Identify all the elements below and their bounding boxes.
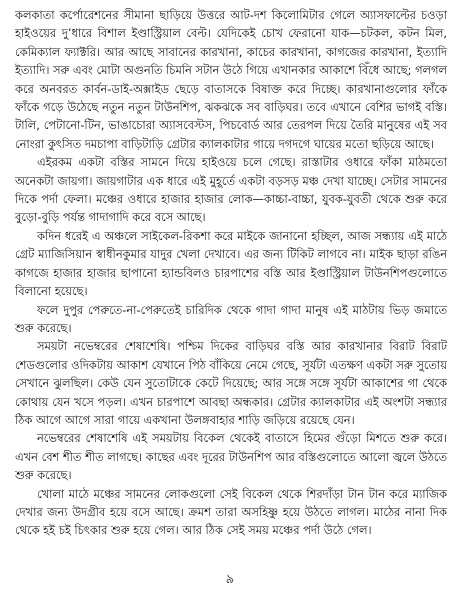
paragraph-7: খোলা মাঠে মঞ্চের সামনের লোকগুলো সেই বিকেল থেকে শিরদাঁড়া টান টান করে ম্যাজিক দেখার জন্য উদগ্রীব হয়ে বসে আছে। ক্রমশ তারা অসহিষ্ণু হয়ে উঠতে লাগল। মাঠের নানা দিক থেকে হই চই চিৎকার শুরু হয়ে গেল। আর ঠিক সেই সময় মঞ্চের পর্দা উঠে গেল।: [15, 486, 447, 538]
paragraph-6: নভেম্বরের শেষাশেষি এই সময়টায় বিকেল থেকেই বাতাসে হিমের গুঁড়ো মিশতে শুরু করে। এখন বেশ শীত শীত লাগছে। কাছের এবং দূরের টাউনশিপ আর বস্তিগুলোতে আলো জ্বলে উঠতে শুরু করেছে।: [15, 431, 447, 483]
paragraph-2: এইরকম একটা বস্তির সামনে দিয়ে হাইওয়ে চলে গেছে। রাস্তাটার ওধারে ফাঁকা মাঠমতো অনেকটা জায়গা। জায়গাটার এক ধারে এই মুহূর্তে একটা বড়সড় মঞ্চ দেখা যাচ্ছে। সেটার সামনের দিকে পর্দা ফেলা। মঞ্চের ওধারে হাজার হাজার লোক—কাচ্চা-বাচ্চা, যুবক-যুবতী থেকে শুরু করে বুড়ো-বুড়ি পর্যন্ত গাদাগাদি করে বসে আছে।: [15, 155, 447, 225]
paragraph-4: ফলে দুপুর পেরুতে-না-পেরুতেই চারিদিক থেকে গাদা গাদা মানুষ এই মাঠটায় ভিড় জমাতে শুরু করেছে।: [15, 302, 447, 335]
paragraph-1: কলকাতা কর্পোরেশনের সীমানা ছাড়িয়ে উত্তরে আট-দশ কিলোমিটার গেলে অ্যাসফাল্টের চওড়া হাইওয়ের দু’ধারে বিশাল ইণ্ডাস্ট্রিয়াল বেল্ট। যেদিকেই চোখ ফেরানো যাক—চটকল, কটন মিল, কেমিক্যাল ফ্যাক্টরি। আর আছে সাবানের কারখানা, কাচের কারখানা, কাগজের কারখানা, ইত্যাদি ইত্যাদি। সরু এবং মোটা অগুনতি চিমনি সটান উঠে গিয়ে এখানকার আকাশে বিঁধে আছে; গলগল করে অনবরত কার্বন-ডাই-অক্সাইড ছেড়ে বাতাসকে বিষাক্ত করে দিচ্ছে। কারখানাগুলোর ফাঁকে ফাঁকে গড়ে উঠেছে নতুন নতুন টাউনশিপ, ঝকঝকে সব বাড়িঘর। তবে এখানে বেশির ভাগই বস্তি। টালি, পেটানো-টিন, ভাঙাচোরা অ্যাসবেস্টস, পিচবোর্ড আর তেরপল দিয়ে তৈরি মানুষের এই সব নোংরা কুৎসিত দমচাপা বাড়িটাড়ি গ্রেটার ক্যালকাটার গায়ে দগদগে ঘায়ের মতো ছড়িয়ে আছে।: [15, 8, 447, 151]
paragraph-3: কদিন ধরেই এ অঞ্চলে সাইকেল-রিকশা করে মাইকে জানানো হচ্ছিল, আজ সন্ধ্যায় এই মাঠে গ্রেট ম্যাজিসিয়ান স্বাধীনকুমার যাদুর খেলা দেখাবে। এর জন্য টিকিট লাগবে না। মাইক ছাড়া রঙিন কাগজে হাজার হাজার ছাপানো হ্যান্ডবিলও চারপাশের বস্তি আর ইণ্ডাস্ট্রিয়াল টাউনশিপগুলোতে বিলানো হয়েছে।: [15, 228, 447, 299]
paragraph-5: সময়টা নভেম্বরের শেষাশেষি। পশ্চিম দিকের বাড়িঘর বস্তি আর কারখানার বিরাট বিরাট শেডগুলোর ওদিকটায় আকাশ যেখানে পিঠ বাঁকিয়ে নেমে গেছে, সূর্যটা এতক্ষণ একটা সরু সুতোয় সেখানে ঝুলছিল। কেউ যেন সুতোটাকে কেটে দিয়েছে; আর সঙ্গে সঙ্গে সূর্যটা আকাশের গা থেকে কোথায় যেন খসে পড়ল। এখন চারপাশে আবছা অন্ধকার। গ্রেটার ক্যালকাটার এই অংশটা সন্ধ্যার ঠিক আগে আগে সারা গায়ে একখানা উলঙ্গবাহার শাড়ি জড়িয়ে রয়েছে যেন।: [15, 339, 447, 427]
page-number: ৯: [225, 572, 235, 587]
